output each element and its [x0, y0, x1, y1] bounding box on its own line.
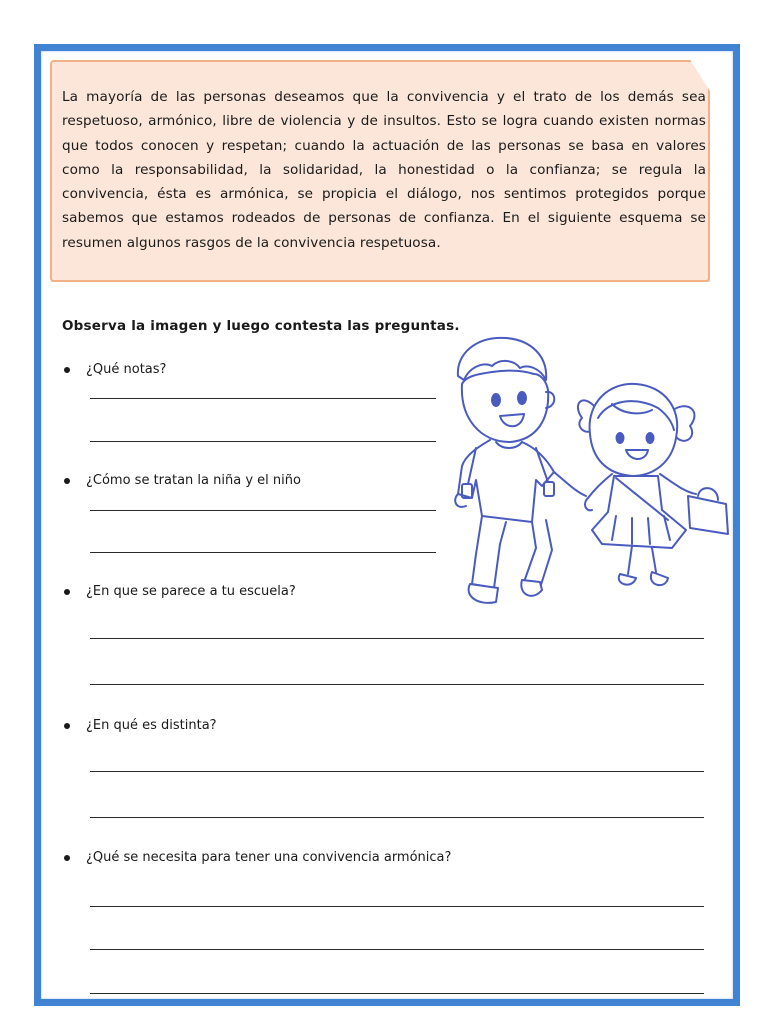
- question-4: [64, 718, 217, 733]
- answer-line[interactable]: [90, 684, 704, 685]
- question-5-text: ¿Qué se necesita para tener una convivencia armónica?: [86, 850, 452, 865]
- answer-line[interactable]: [90, 949, 704, 950]
- bullet-icon: [64, 478, 70, 484]
- answer-line[interactable]: [90, 771, 704, 772]
- question-2-text: ¿Cómo se tratan la niña y el niño: [86, 473, 301, 488]
- question-1-text: ¿Qué notas?: [86, 362, 167, 377]
- answer-line[interactable]: [90, 441, 436, 442]
- question-1: [64, 362, 166, 377]
- answer-line[interactable]: [90, 398, 436, 399]
- answer-line[interactable]: [90, 817, 704, 818]
- question-3: [64, 584, 296, 599]
- answer-line[interactable]: [90, 993, 704, 994]
- question-2: [64, 473, 301, 488]
- answer-line[interactable]: [90, 552, 436, 553]
- boy-figure: [455, 338, 586, 603]
- girl-figure: [578, 384, 728, 585]
- bullet-icon: [64, 723, 70, 729]
- question-3-text: ¿En que se parece a tu escuela?: [86, 584, 296, 599]
- answer-line[interactable]: [90, 638, 704, 639]
- question-5: [64, 850, 451, 865]
- answer-line[interactable]: [90, 906, 704, 907]
- instruction-heading: Observa la imagen y luego contesta las preguntas.: [62, 318, 460, 334]
- bullet-icon: [64, 855, 70, 861]
- bullet-icon: [64, 367, 70, 373]
- children-walking-illustration: [436, 334, 736, 614]
- question-4-text: ¿En qué es distinta?: [86, 718, 217, 733]
- answer-line[interactable]: [90, 510, 436, 511]
- intro-paragraph: La mayoría de las personas deseamos que la convivencia y el trato de los demás sea respetuoso, armónico, libre de violencia y de insultos. Esto se logra cuando existen normas que todos conocen y respetan; cuando la actuación de las personas se basa en valores como la responsabilidad, la solidaridad, la honestidad o la confianza; se regula la convivencia, ésta es armónica, se propicia el diálogo, nos sentimos protegidos porque sabemos que estamos rodeados de personas de confianza. En el siguiente esquema se resumen algunos rasgos de la convivencia respetuosa.: [62, 89, 706, 251]
- bullet-icon: [64, 589, 70, 595]
